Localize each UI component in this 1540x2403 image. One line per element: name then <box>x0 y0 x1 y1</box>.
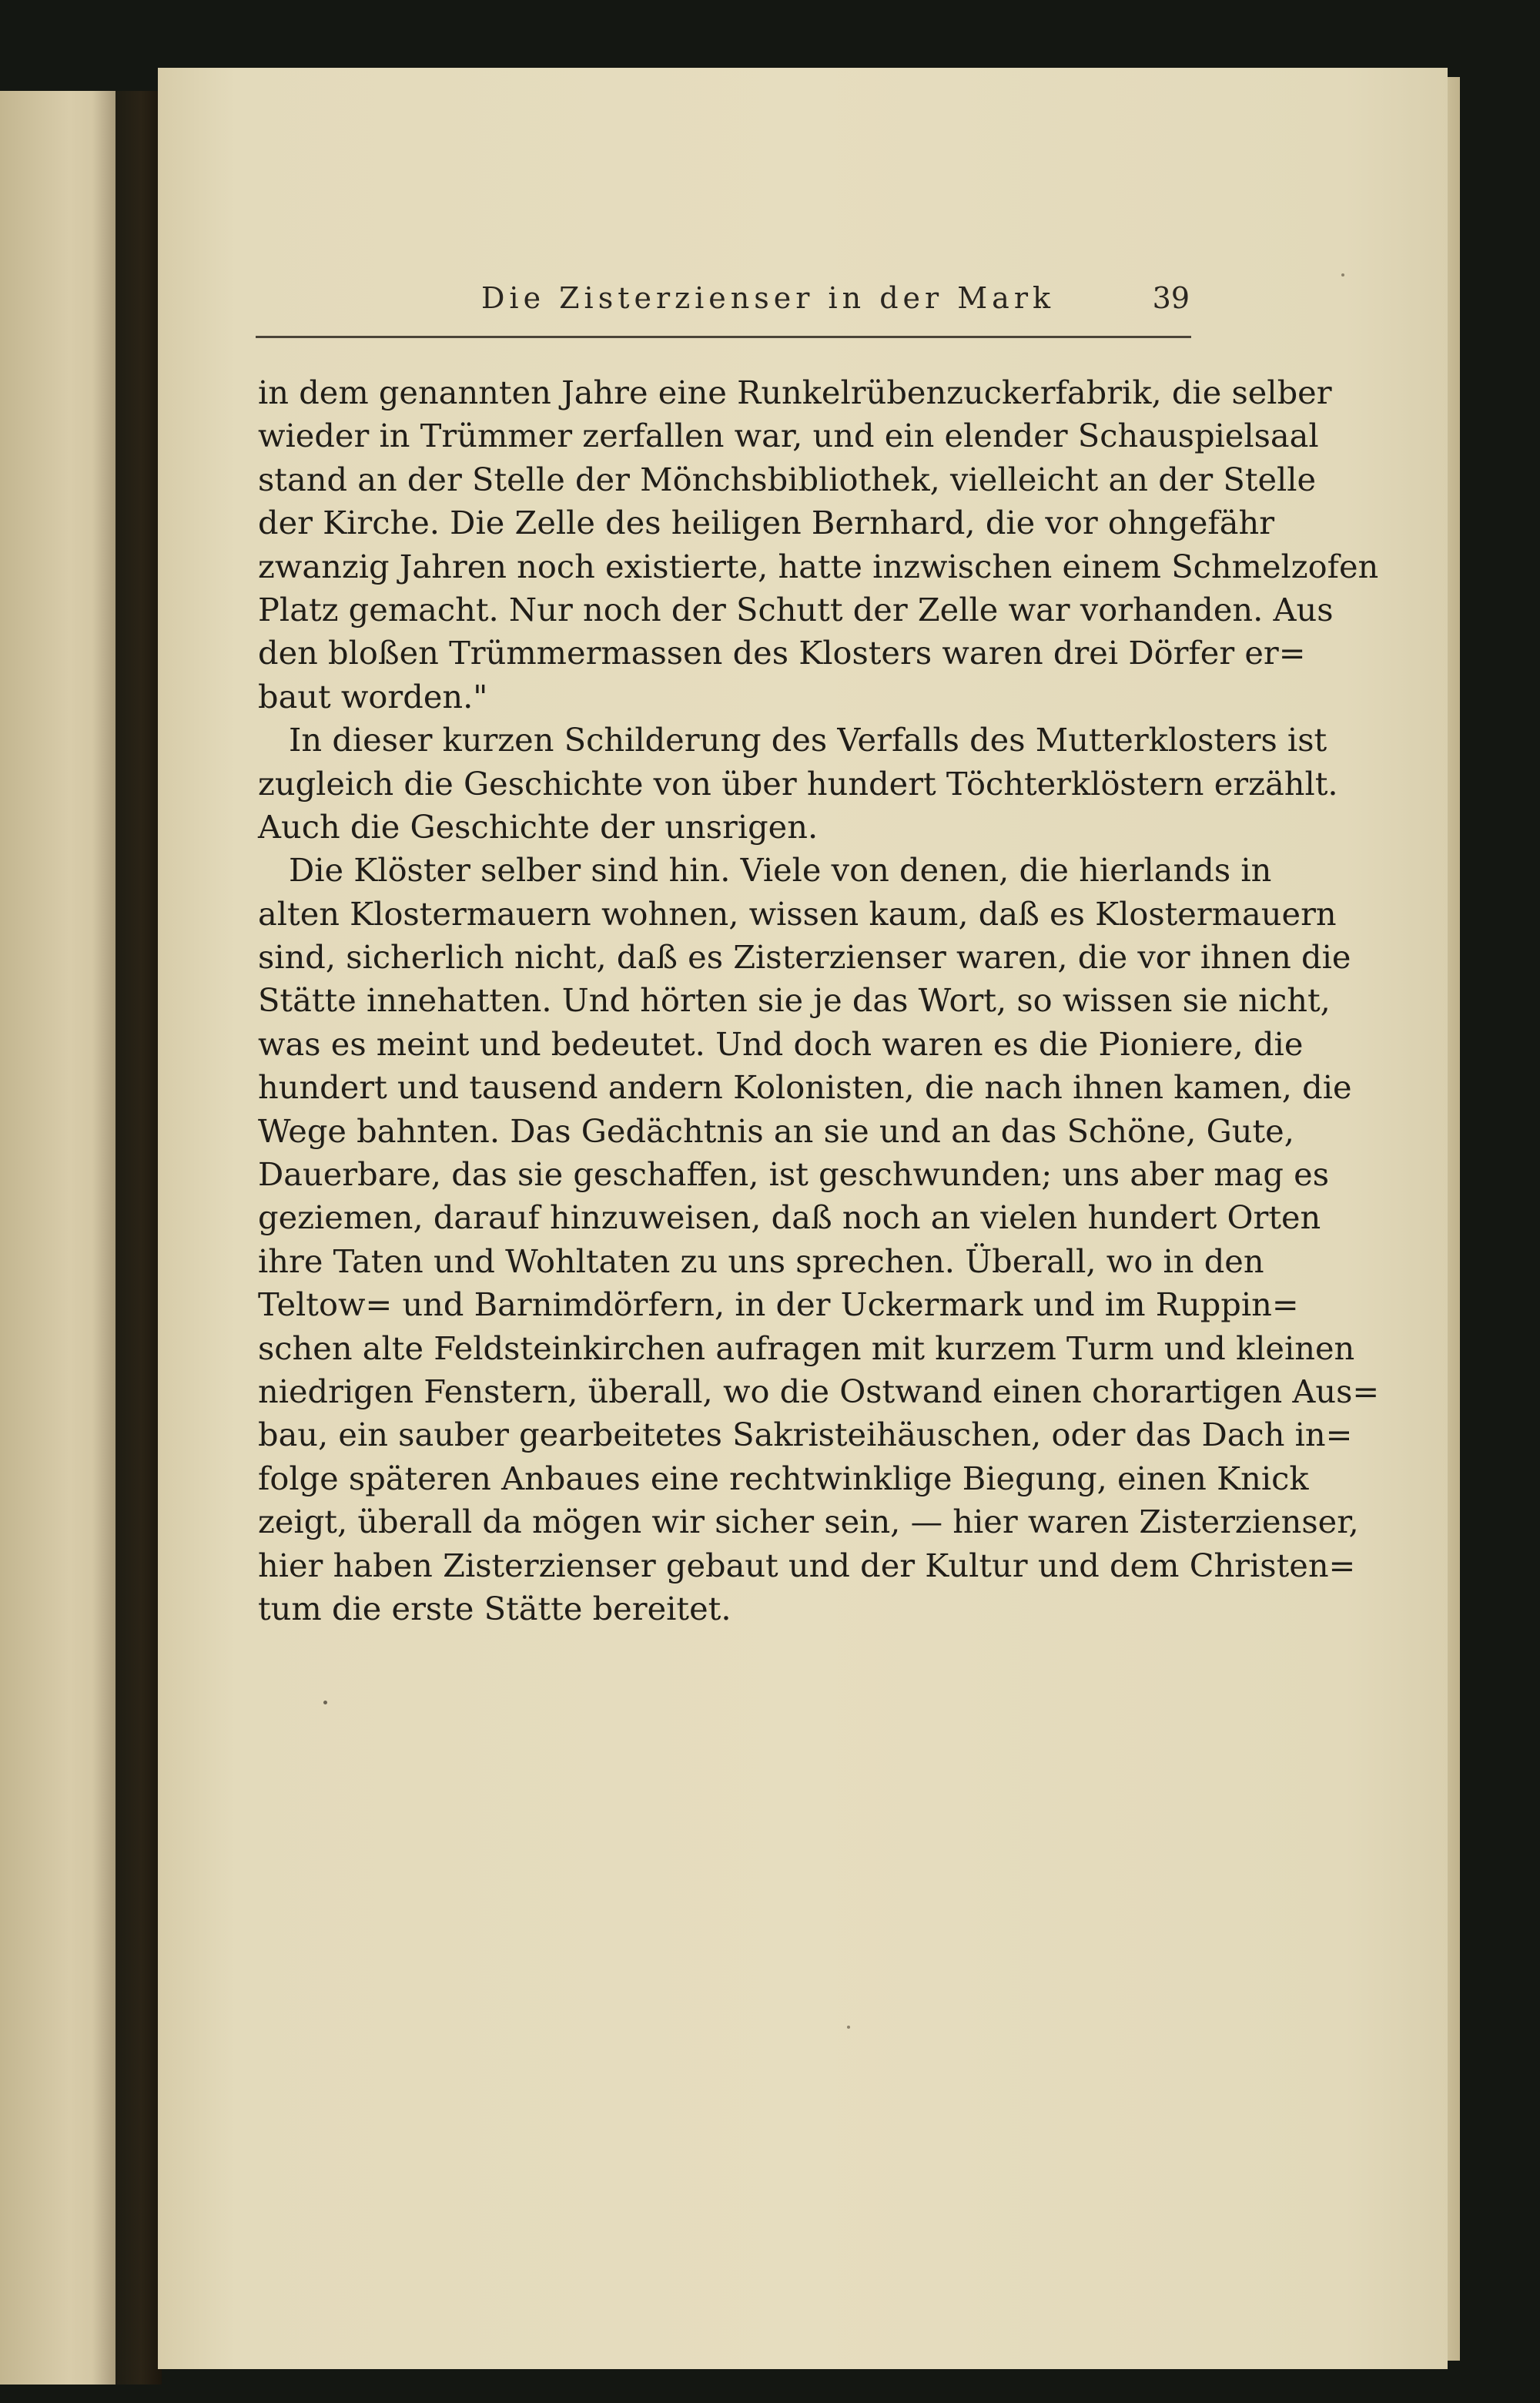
text-line: Die Klöster selber sind hin. Viele von denen, die hierlands in <box>289 851 1272 890</box>
text-line: Teltow= und Barnimdörfern, in der Uckermark und im Ruppin= <box>258 1285 1299 1324</box>
running-head-title: Die Zisterzienser in der Mark <box>480 281 1056 315</box>
running-head <box>258 281 1190 327</box>
text-line: tum die erste Stätte bereitet. <box>258 1589 732 1627</box>
page-edge <box>1448 77 1460 2361</box>
text-line: zwanzig Jahren noch existierte, hatte inzwischen einem Schmelzofen <box>258 547 1379 585</box>
text-line: folge späteren Anbaues eine rechtwinklige Biegung, einen Knick <box>258 1459 1309 1497</box>
text-line: Wege bahnten. Das Gedächtnis an sie und an das Schöne, Gute, <box>258 1111 1294 1150</box>
text-line: In dieser kurzen Schilderung des Verfalls des Mutterklosters ist <box>289 721 1327 759</box>
text-line: den bloßen Trümmermassen des Klosters waren drei Dörfer er= <box>258 634 1306 672</box>
text-line: bau, ein sauber gearbeitetes Sakristeihäuschen, oder das Dach in= <box>258 1416 1353 1454</box>
body-text <box>258 371 1380 1630</box>
paper-speck <box>847 2026 850 2029</box>
text-line: baut worden." <box>258 677 488 716</box>
text-line: wieder in Trümmer zerfallen war, und ein elender Schauspielsaal <box>258 417 1319 455</box>
text-line: geziemen, darauf hinzuweisen, daß noch an vielen hundert Orten <box>258 1198 1321 1237</box>
text-line: sind, sicherlich nicht, daß es Zisterzienser waren, die vor ihnen die <box>258 938 1351 977</box>
text-line: Auch die Geschichte der unsrigen. <box>258 807 819 846</box>
text-line: zeigt, überall da mögen wir sicher sein, — hier waren Zisterzienser, <box>258 1503 1359 1541</box>
text-line: niedrigen Fenstern, überall, wo die Ostwand einen chorartigen Aus= <box>258 1372 1380 1410</box>
text-line: stand an der Stelle der Mönchsbibliothek, vielleicht an der Stelle <box>258 460 1317 498</box>
book-gutter-shadow <box>92 91 162 2385</box>
paper-speck <box>1341 273 1344 276</box>
text-line: der Kirche. Die Zelle des heiligen Bernhard, die vor ohngefähr <box>258 504 1275 542</box>
text-line: Stätte innehatten. Und hörten sie je das Wort, so wissen sie nicht, <box>258 981 1331 1020</box>
text-line: was es meint und bedeutet. Und doch waren es die Pioniere, die <box>258 1024 1304 1063</box>
page-number: 39 <box>1152 281 1190 315</box>
text-line: schen alte Feldsteinkirchen aufragen mit kurzem Turm und kleinen <box>258 1329 1355 1367</box>
ink-speck <box>323 1701 327 1704</box>
text-line: hundert und tausend andern Kolonisten, die nach ihnen kamen, die <box>258 1068 1352 1107</box>
text-line: hier haben Zisterzienser gebaut und der Kultur und dem Christen= <box>258 1546 1356 1584</box>
text-line: Platz gemacht. Nur noch der Schutt der Zelle war vorhanden. Aus <box>258 590 1334 628</box>
text-line: Dauerbare, das sie geschaffen, ist geschwunden; uns aber mag es <box>258 1155 1330 1194</box>
text-line: in dem genannten Jahre eine Runkelrübenzuckerfabrik, die selber <box>258 374 1332 411</box>
text-line: zugleich die Geschichte von über hundert Töchterklöstern erzählt. <box>258 764 1338 803</box>
text-line: alten Klostermauern wohnen, wissen kaum, daß es Klostermauern <box>258 894 1337 933</box>
text-line: ihre Taten und Wohltaten zu uns sprechen. Überall, wo in den <box>258 1242 1264 1280</box>
header-rule <box>256 336 1191 338</box>
